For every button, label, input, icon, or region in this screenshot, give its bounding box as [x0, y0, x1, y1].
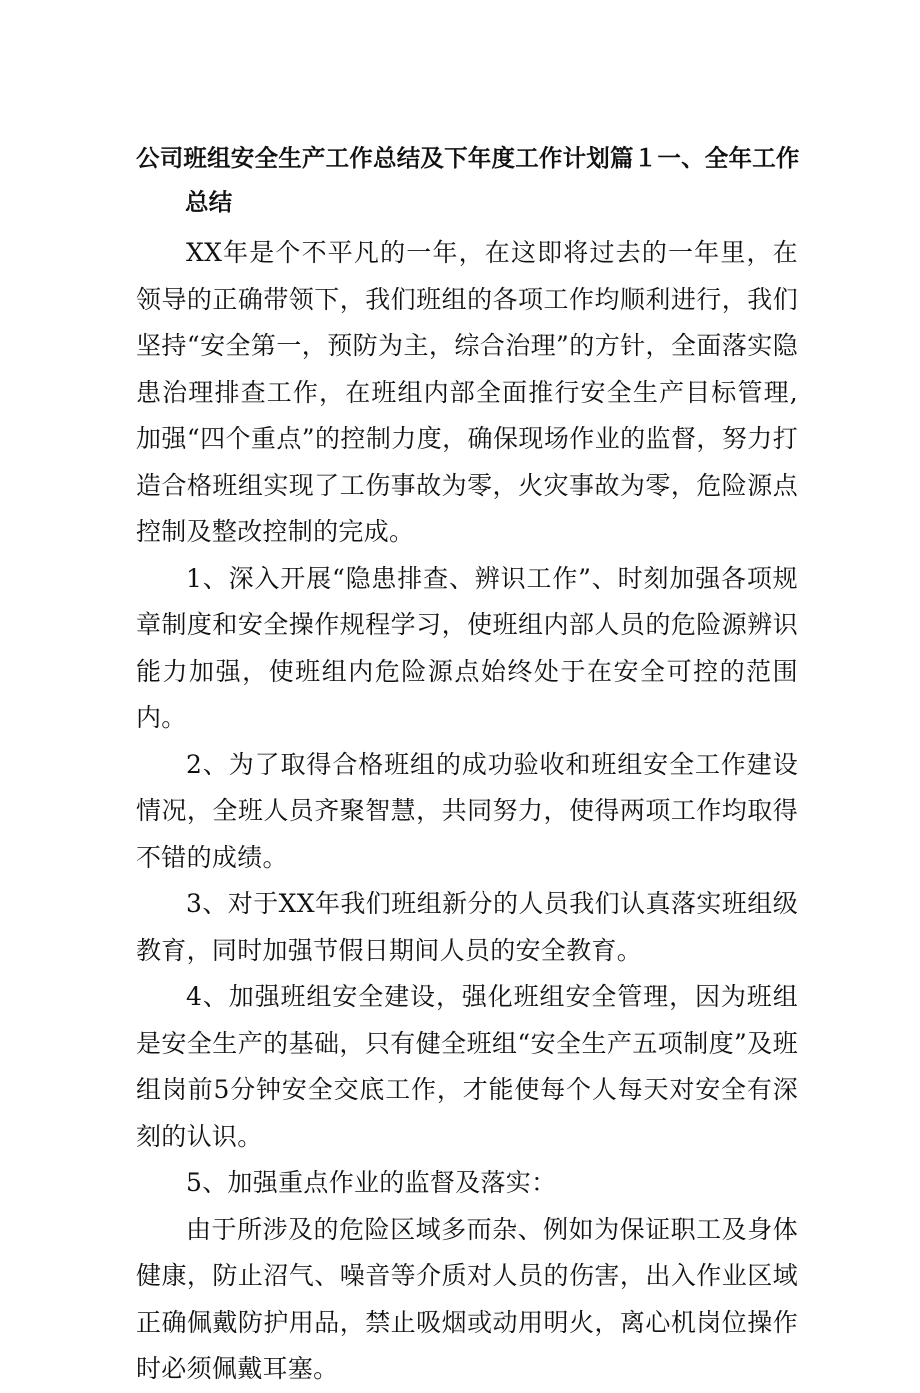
- document-body: [136, 230, 798, 1393]
- document-title: [136, 136, 806, 224]
- paragraph-item-1: 1、深入开展“隐患排查、辨识工作”、时刻加强各项规章制度和安全操作规程学习，使班组内部人员的危险源辨识能力加强，使班组内危险源点始终处于在安全可控的范围内。: [136, 563, 798, 732]
- paragraph-item-5-detail: 由于所涉及的危险区域多而杂、例如为保证职工及身体健康，防止沼气、噪音等介质对人员的伤害，出入作业区域正确佩戴防护用品，禁止吸烟或动用明火，离心机岗位操作时必须佩戴耳塞。: [136, 1214, 798, 1383]
- paragraph-item-4: 4、加强班组安全建设，强化班组安全管理，因为班组是安全生产的基础，只有健全班组“安全生产五项制度”及班组岗前5分钟安全交底工作，才能使每个人每天对安全有深刻的认识。: [136, 982, 798, 1151]
- document-title-line-1: 公司班组安全生产工作总结及下年度工作计划篇１一、全年工作: [136, 144, 800, 172]
- paragraph-item-3: 3、对于XX年我们班组新分的人员我们认真落实班组级教育，同时加强节假日期间人员的安全教育。: [136, 889, 798, 965]
- paragraph-item-2: 2、为了取得合格班组的成功验收和班组安全工作建设情况，全班人员齐聚智慧，共同努力，使得两项工作均取得不错的成绩。: [136, 749, 798, 872]
- paragraph-item-5: 5、加强重点作业的监督及落实：: [186, 1168, 557, 1197]
- document-title-line-2: 总结: [185, 188, 233, 216]
- paragraph-intro: XX年是个不平凡的一年，在这即将过去的一年里，在领导的正确带领下，我们班组的各项工作均顺利进行，我们坚持“安全第一，预防为主，综合治理”的方针，全面落实隐患治理排查工作，在班组内部全面推行安全生产目标管理,加强“四个重点”的控制力度，确保现场作业的监督，努力打造合格班组实现了工伤事故为零，火灾事故为零，危险源点控制及整改控制的完成。: [136, 238, 798, 546]
